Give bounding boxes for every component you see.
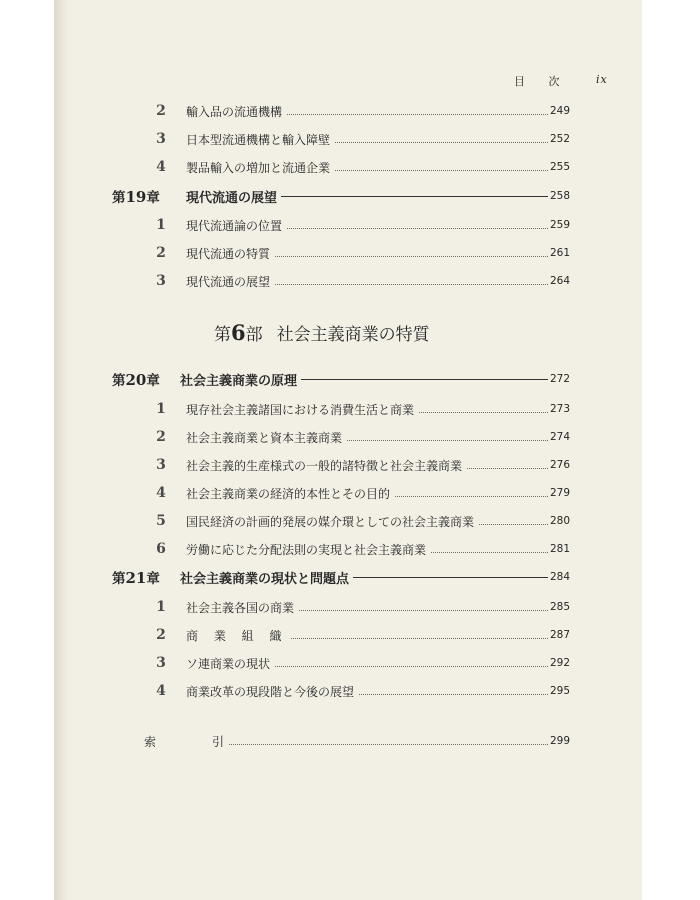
toc-entry-section[interactable] xyxy=(54,680,642,702)
toc-entry-section[interactable] xyxy=(54,100,642,122)
section-title: 社会主義商業と資本主義商業 xyxy=(186,429,346,446)
page-number: 249 xyxy=(550,105,571,117)
toc-entry-section[interactable] xyxy=(54,652,642,674)
page-number: 273 xyxy=(550,403,571,415)
page-number: 274 xyxy=(550,431,571,443)
toc-entry-section[interactable] xyxy=(54,596,642,618)
index-label-first: 索 xyxy=(144,734,157,749)
section-number: 3 xyxy=(156,273,166,289)
part-number: 6 xyxy=(231,320,246,345)
section-number: 5 xyxy=(156,513,166,529)
page-number: 259 xyxy=(550,219,571,231)
section-title: 輸入品の流通機構 xyxy=(186,103,286,120)
toc-entry-section[interactable] xyxy=(54,510,642,532)
section-title: 商 業 組 織 xyxy=(186,627,291,644)
section-number: 1 xyxy=(156,217,166,233)
page-number: 279 xyxy=(550,487,571,499)
dot-leader xyxy=(212,744,560,745)
running-head-page: ix xyxy=(596,73,608,86)
toc-entry-section[interactable] xyxy=(54,426,642,448)
toc-entry-section[interactable] xyxy=(54,214,642,236)
page-number: 280 xyxy=(550,515,571,527)
toc-entry-section[interactable] xyxy=(54,624,642,646)
part-title: 社会主義商業の特質 xyxy=(276,325,430,345)
section-number: 3 xyxy=(156,131,166,147)
section-title: 社会主義商業の経済的本性とその目的 xyxy=(186,485,394,502)
page-number: 287 xyxy=(550,629,571,641)
chapter-prefix: 第 xyxy=(112,373,126,389)
section-title: 労働に応じた分配法則の実現と社会主義商業 xyxy=(186,541,430,558)
part-suffix: 部 xyxy=(245,325,263,345)
page-number: 264 xyxy=(550,275,571,287)
section-number: 6 xyxy=(156,541,166,557)
part-heading xyxy=(214,320,430,345)
chapter-title: 社会主義商業の現状と問題点 xyxy=(180,568,353,587)
book-page xyxy=(54,0,642,900)
page-number: 281 xyxy=(550,543,571,555)
section-title: 日本型流通機構と輸入障壁 xyxy=(186,131,334,148)
chapter-prefix: 第 xyxy=(112,571,126,587)
chapter-label xyxy=(112,567,160,587)
toc-entry-chapter-19[interactable] xyxy=(54,185,642,207)
part-prefix: 第 xyxy=(214,325,231,345)
page-number: 285 xyxy=(550,601,571,613)
section-number: 1 xyxy=(156,599,166,615)
page-number: 272 xyxy=(550,373,571,385)
page-number: 252 xyxy=(550,133,571,145)
chapter-suffix: 章 xyxy=(146,571,160,587)
section-number: 3 xyxy=(156,457,166,473)
section-title: 社会主義的生産様式の一般的諸特徴と社会主義商業 xyxy=(186,457,466,474)
toc-entry-section[interactable] xyxy=(54,128,642,150)
running-head-label: 目 次 xyxy=(514,75,561,88)
chapter-label xyxy=(112,369,160,389)
section-title: 国民経済の計画的発展の媒介環としての社会主義商業 xyxy=(186,513,478,530)
running-head xyxy=(514,73,624,93)
page-number: 284 xyxy=(550,571,571,583)
chapter-suffix: 章 xyxy=(146,190,160,206)
toc-entry-chapter-21[interactable] xyxy=(54,566,642,588)
toc-entry-section[interactable] xyxy=(54,242,642,264)
toc-entry-section[interactable] xyxy=(54,454,642,476)
chapter-label xyxy=(112,186,160,206)
section-number: 2 xyxy=(156,429,166,445)
page-number: 276 xyxy=(550,459,571,471)
toc-entry-section[interactable] xyxy=(54,270,642,292)
toc-entry-section[interactable] xyxy=(54,482,642,504)
chapter-suffix: 章 xyxy=(146,373,160,389)
section-number: 2 xyxy=(156,627,166,643)
section-number: 4 xyxy=(156,485,166,501)
section-number: 2 xyxy=(156,103,166,119)
toc-entry-section[interactable] xyxy=(54,156,642,178)
page-number: 261 xyxy=(550,247,571,259)
toc-entry-index[interactable] xyxy=(54,730,642,752)
section-title: 社会主義各国の商業 xyxy=(186,599,298,616)
chapter-title: 現代流通の展望 xyxy=(186,187,281,206)
toc-entry-section[interactable] xyxy=(54,398,642,420)
index-label-second: 引 xyxy=(212,733,228,750)
toc-entry-chapter-20[interactable] xyxy=(54,368,642,390)
section-title: 製品輸入の増加と流通企業 xyxy=(186,159,334,176)
page-number: 292 xyxy=(550,657,571,669)
page-number: 258 xyxy=(550,190,571,202)
page-number: 299 xyxy=(550,735,571,747)
page-number: 295 xyxy=(550,685,571,697)
chapter-prefix: 第 xyxy=(112,190,126,206)
section-number: 1 xyxy=(156,401,166,417)
section-number: 3 xyxy=(156,655,166,671)
chapter-number: 19 xyxy=(125,188,147,206)
section-title: 現代流通の特質 xyxy=(186,245,274,262)
section-title: 商業改革の現段階と今後の展望 xyxy=(186,683,358,700)
section-title: ソ連商業の現状 xyxy=(186,655,274,672)
toc-entry-section[interactable] xyxy=(54,538,642,560)
section-number: 4 xyxy=(156,683,166,699)
section-title: 現存社会主義諸国における消費生活と商業 xyxy=(186,401,418,418)
page-number: 255 xyxy=(550,161,571,173)
chapter-number: 21 xyxy=(125,569,147,587)
section-title: 現代流通論の位置 xyxy=(186,217,286,234)
section-title: 現代流通の展望 xyxy=(186,273,274,290)
chapter-title: 社会主義商業の原理 xyxy=(180,370,301,389)
section-number: 2 xyxy=(156,245,166,261)
section-number: 4 xyxy=(156,159,166,175)
chapter-number: 20 xyxy=(125,371,147,389)
